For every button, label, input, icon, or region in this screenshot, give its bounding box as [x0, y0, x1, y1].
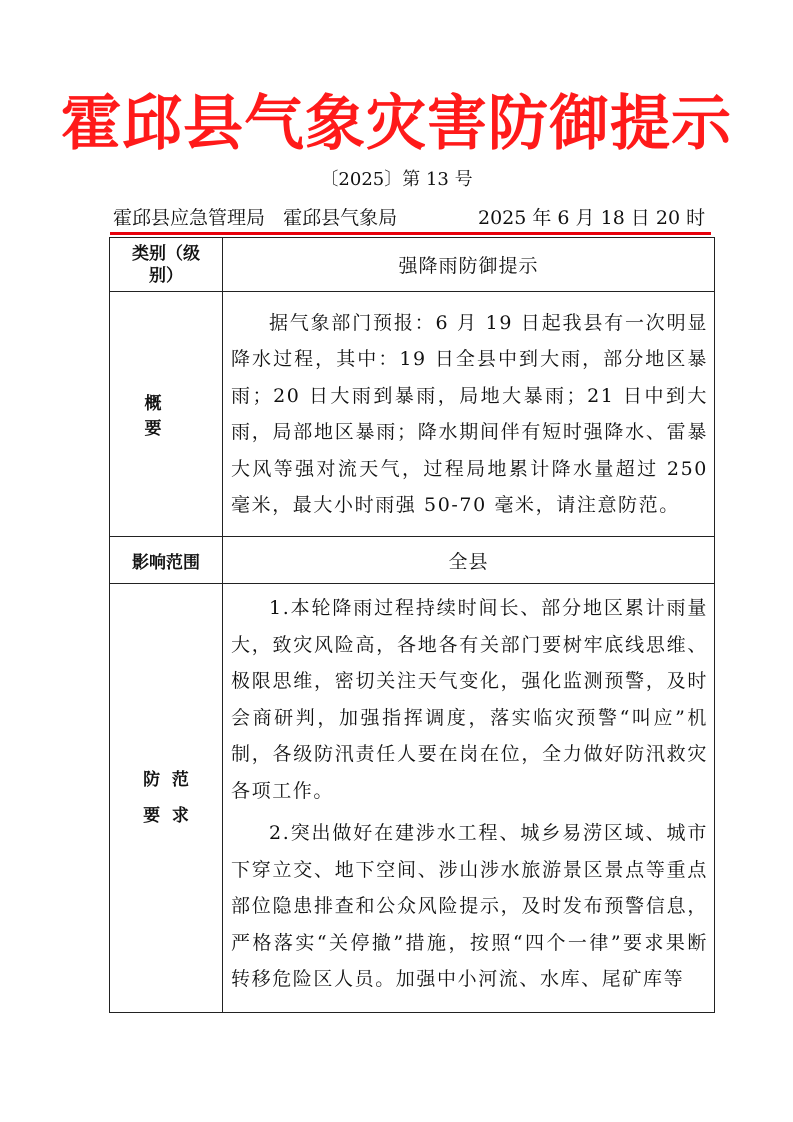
requirements-label: [110, 584, 223, 1013]
table-row-summary: [110, 292, 715, 537]
summary-cell: [223, 292, 715, 537]
category-label-line1: 类别（级: [132, 243, 200, 264]
requirement-item-1: 1.本轮降雨过程持续时间长、部分地区累计雨量大，致灾风险高，各地各有关部门要树牢底线思维、极限思维，密切关注天气变化，强化监测预警，及时会商研判，加强指挥调度，落实临灾预警“叫应”机制，各级防汛责任人要在岗在位，全力做好防汛救灾各项工作。: [231, 597, 708, 802]
summary-text: 据气象部门预报：6 月 19 日起我县有一次明显降水过程，其中：19 日全县中到大雨，部分地区暴雨；20 日大雨到暴雨，局地大暴雨；21 日中到大雨，局部地区暴雨；降水期间伴有短时强降水、雷暴大风等强对流天气，过程局地累计降水量超过 250 毫米，最大小时雨强 50-70 毫米，请注意防范。: [231, 311, 708, 516]
requirements-label-line1: 防 范: [143, 770, 189, 790]
category-label: [110, 238, 223, 292]
issuer-line: [113, 205, 706, 231]
red-divider: [110, 232, 711, 235]
table-row-requirements: [110, 584, 715, 1013]
requirement-item-2: 2.突出做好在建涉水工程、城乡易涝区域、城市下穿立交、地下空间、涉山涉水旅游景区景点等重点部位隐患排查和公众风险提示，及时发布预警信息，严格落实“关停撤”措施，按照“四个一律”要求果断转移危险区人员。加强中小河流、水库、尾矿库等: [231, 822, 708, 990]
category-value: 强降雨防御提示: [223, 238, 715, 292]
scope-label: 影响范围: [110, 537, 223, 584]
table-row-scope: [110, 537, 715, 584]
requirements-label-line2: 要 求: [143, 806, 189, 826]
warning-table: [109, 237, 715, 1013]
issue-time: 2025 年 6 月 18 日 20 时: [478, 207, 706, 229]
summary-label: [110, 292, 223, 537]
document-title: 霍邱县气象灾害防御提示: [61, 89, 732, 159]
issuing-agencies: 霍邱县应急管理局 霍邱县气象局: [113, 207, 398, 229]
category-label-line2: 别）: [149, 265, 183, 286]
table-row-category: [110, 238, 715, 292]
scope-value: 全县: [223, 537, 715, 584]
requirements-cell: [223, 584, 715, 1013]
document-number: 〔2025〕第 13 号: [320, 169, 473, 190]
summary-label-text: 概 要: [144, 394, 188, 439]
